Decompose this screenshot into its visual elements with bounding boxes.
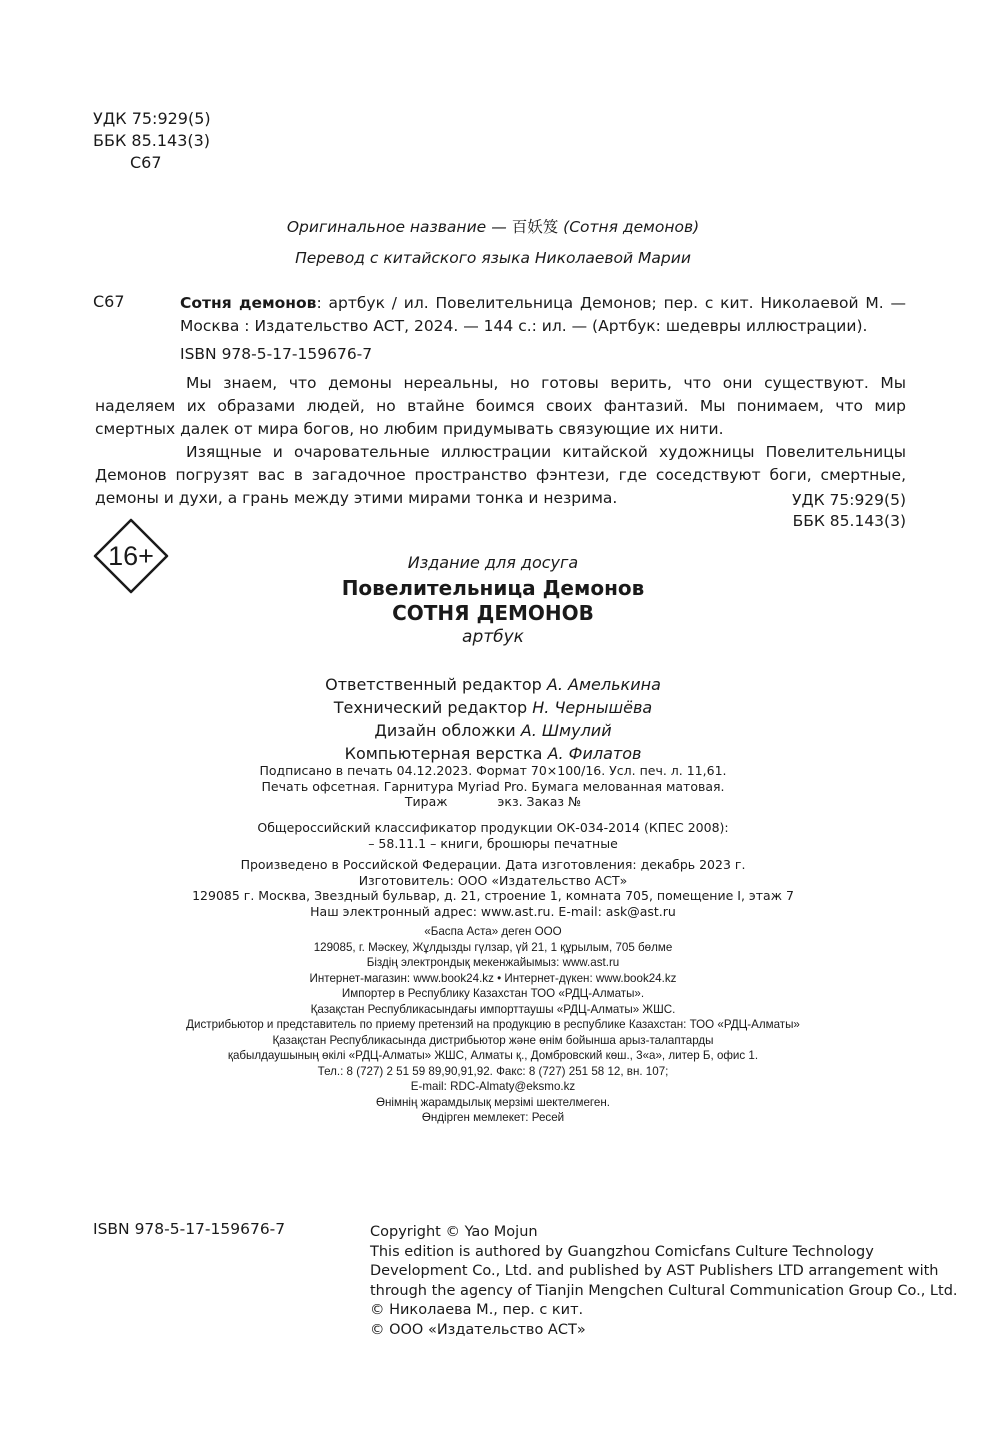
kz-line: қабылдаушының өкілі «РДЦ-Алматы» ЖШС, Алматы қ., Домбровский көш., 3«а», литер Б, офис 1. [227, 1049, 759, 1062]
original-title-chinese: 百妖笈 [511, 218, 559, 236]
kz-line: Қазақстан Республикасындағы импорттаушы «РДЦ-Алматы» ЖШС. [310, 1002, 676, 1016]
credit-line [0, 696, 986, 719]
credit-name: А. Амелькина [546, 675, 661, 694]
translation-credit: Перевод с китайского языка Николаевой Марии [295, 249, 691, 267]
kz-line: Импортер в Республику Казахстан ТОО «РДЦ-Алматы». [341, 987, 645, 1000]
copyright-line: © ООО «Издательство АСТ» [370, 1321, 586, 1338]
print-run-label: Тираж [404, 794, 448, 809]
udk-top-block [93, 108, 211, 174]
credit-role: Компьютерная верстка [344, 744, 543, 763]
credit-role: Дизайн обложки [374, 721, 516, 740]
print-info-line: Подписано в печать 04.12.2023. Формат 70×100/16. Усл. печ. л. 11,61. [259, 763, 727, 778]
credit-line [0, 673, 986, 696]
kz-line: Тел.: 8 (727) 2 51 59 89,90,91,92. Факс: 8 (727) 251 58 12, вн. 107; [317, 1064, 669, 1078]
credit-line [0, 719, 986, 742]
manufacturer-line: Наш электронный адрес: www.ast.ru. E-mail: ask@ast.ru [310, 903, 676, 919]
catalog-title: Сотня демонов [180, 294, 317, 312]
catalog-isbn: ISBN 978-5-17-159676-7 [180, 345, 373, 363]
copyright-block [370, 1223, 958, 1340]
original-title-russian: (Сотня демонов) [563, 218, 700, 236]
kz-line: Дистрибьютор и представитель по приему претензий на продукцию в республике Казахстан: ТОО «РДЦ-Алматы» [186, 1018, 800, 1031]
edition-leisure: Издание для досуга [407, 553, 579, 572]
udk-code: УДК 75:929(5) [93, 109, 211, 128]
kz-line: Өнімнің жарамдылық мерзімі шектелмеген. [376, 1095, 610, 1109]
catalog-code: С67 [93, 292, 125, 311]
manufacturer-line: Произведено в Российской Федерации. Дата изготовления: декабрь 2023 г. [240, 857, 746, 872]
order-label: экз. Заказ № [497, 794, 582, 809]
copyright-line: This edition is authored by Guangzhou Comicfans Culture Technology [370, 1243, 874, 1260]
kazakhstan-info [0, 924, 986, 1126]
copyright-line: © Николаева М., пер. с кит. [370, 1302, 584, 1318]
annotation-paragraphs [95, 372, 906, 510]
credit-name: Н. Чернышёва [532, 698, 653, 717]
catalog-entry [180, 292, 906, 338]
kz-line: Өндірген мемлекет: Ресей [421, 1111, 565, 1124]
print-info-line: Печать офсетная. Гарнитура Myriad Pro. Бумага мелованная матовая. [261, 778, 725, 794]
bbk-code: ББК 85.143(3) [93, 131, 211, 150]
original-title-dash: — [491, 218, 507, 236]
edition-genre: артбук [462, 627, 524, 647]
copyright-line: Development Co., Ltd. and published by AST Publishers LTD arrangement with [370, 1263, 939, 1279]
annotation-paragraph-1: Мы знаем, что демоны нереальны, но готовы верить, что они существуют. Мы наделяем их образами людей, но втайне боимся своих фантазий. Мы понимаем, что мир смертных далек от мира богов, но любим придумывать связующие их нити. [95, 374, 906, 438]
classifier-info [0, 820, 986, 851]
catalog-entry-text: : артбук / ил. Повелительница Демонов; пер. с кит. Николаевой М. — Москва : Издательство АСТ, 2024. — 144 с.: ил. — (Артбук: шедевры иллюстрации). [180, 294, 906, 335]
original-title-label: Оригинальное название [286, 218, 487, 236]
kz-line: E-mail: RDC-Almaty@eksmo.kz [410, 1080, 576, 1093]
classifier-line: – 58.11.1 – книги, брошюры печатные [368, 835, 618, 851]
print-run-line [0, 794, 986, 810]
copyright-line: Copyright © Yao Mojun [370, 1224, 538, 1240]
copyright-line: through the agency of Tianjin Mengchen Cultural Communication Group Co., Ltd. [370, 1282, 958, 1299]
isbn-bottom: ISBN 978-5-17-159676-7 [93, 1220, 286, 1238]
manufacturer-line: Изготовитель: ООО «Издательство АСТ» [358, 872, 628, 888]
kz-line: Интернет-магазин: www.book24.kz • Интернет-дүкен: www.book24.kz [309, 971, 677, 985]
bbk-code-right: ББК 85.143(3) [792, 512, 906, 530]
credit-name: А. Шмулий [520, 721, 612, 740]
credit-role: Технический редактор [333, 698, 528, 717]
kz-line: «Баспа Аста» деген ООО [424, 925, 562, 938]
annotation-paragraph-2: Изящные и очаровательные иллюстрации китайской художницы Повелительницы Демонов погрузят вас в загадочное пространство фэнтези, где соседствуют боги, смертные, демоны и духи, а грань между этими мирами тонка и незрима. [95, 443, 906, 507]
credits-block [0, 673, 986, 765]
credit-line [0, 742, 986, 765]
manufacturer-info [0, 857, 986, 919]
original-title-line [0, 216, 986, 238]
classifier-line: Общероссийский классификатор продукции ОК-034-2014 (КПЕС 2008): [257, 820, 729, 835]
udk-code-right: УДК 75:929(5) [792, 491, 906, 509]
kz-line: Қазақстан Республикасында дистрибьютор және өнім бойынша арыз-талаптарды [272, 1033, 714, 1047]
manufacturer-line: 129085 г. Москва, Звездный бульвар, д. 21, строение 1, комната 705, помещение I, этаж 7 [192, 888, 794, 903]
author-sign: С67 [130, 153, 162, 172]
edition-title: СОТНЯ ДЕМОНОВ [392, 601, 594, 625]
udk-right-block [792, 490, 906, 532]
kz-line: Біздің электрондық мекенжайымыз: www.ast.ru [366, 956, 620, 969]
kz-line: 129085, г. Мәскеу, Жұлдызды гүлзар, үй 21, 1 құрылым, 705 бөлме [313, 940, 673, 954]
edition-author: Повелительница Демонов [341, 576, 645, 600]
credit-name: А. Филатов [547, 744, 642, 763]
print-info [0, 763, 986, 810]
credit-role: Ответственный редактор [325, 675, 542, 694]
age-rating-text: 16+ [108, 541, 154, 571]
